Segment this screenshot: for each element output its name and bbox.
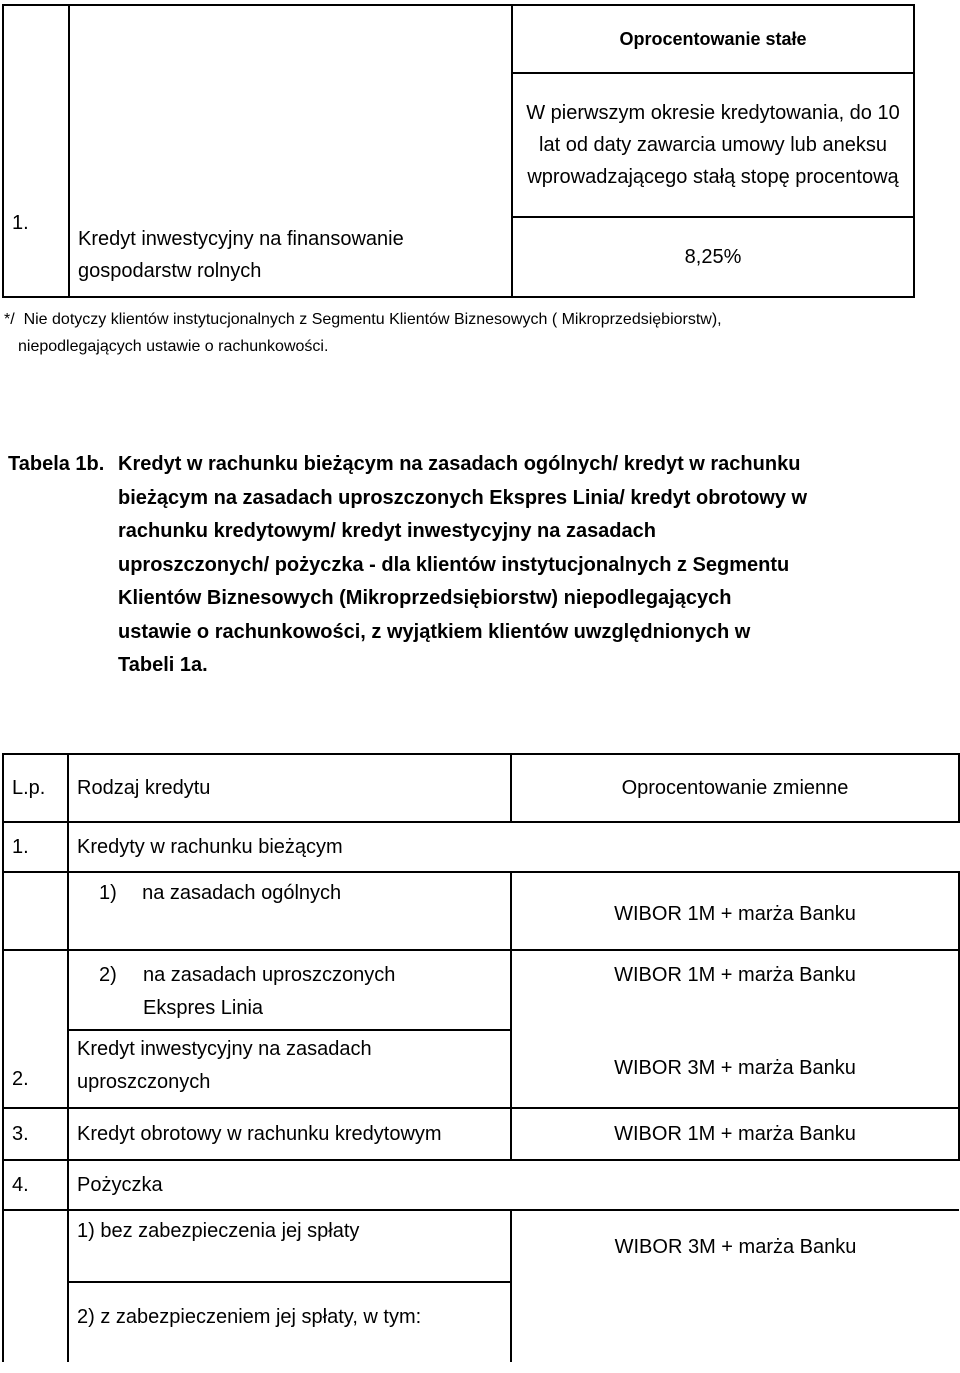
table2-header-lp: L.p. xyxy=(3,754,68,822)
table1-row-name: Kredyt inwestycyjny na finansowanie gospodarstw rolnych xyxy=(78,228,404,282)
footnote-line1: Nie dotyczy klientów instytucjonalnych z Segmentu Klientów Biznesowych ( Mikroprzedsiębiorstw), xyxy=(23,311,722,328)
fixed-rate-table xyxy=(2,4,915,298)
footnote-line2: niepodlegających ustawie o rachunkowości. xyxy=(18,338,329,355)
table1-header-period: W pierwszym okresie kredytowania, do 10 lat od daty zawarcia umowy lub aneksu wprowadzającego stałą stopę procentową xyxy=(526,102,900,188)
table-row xyxy=(3,822,959,872)
table2-row-rate: WIBOR 1M + marża Banku xyxy=(511,950,959,1030)
table2-row-number: 2. xyxy=(3,1030,68,1108)
table-row xyxy=(3,1108,959,1160)
table2-header-rate: Oprocentowanie zmienne xyxy=(511,754,959,822)
table2-header-type: Rodzaj kredytu xyxy=(68,754,511,822)
table2-row-name xyxy=(68,1030,511,1108)
table2-subitem-number: 1) xyxy=(99,882,117,904)
table2-row-rate: WIBOR 1M + marża Banku xyxy=(511,1108,959,1160)
table1-rate-cell xyxy=(512,217,914,297)
footnote-marker: */ xyxy=(4,311,15,328)
table-heading-line1: Kredyt w rachunku bieżącym na zasadach ogólnych/ kredyt w rachunku xyxy=(118,453,801,475)
table1-header-rate-type: Oprocentowanie stałe xyxy=(619,29,807,49)
table-row xyxy=(3,872,959,950)
table2-subitem-cell xyxy=(68,950,511,1030)
table2-header-row xyxy=(3,754,959,822)
table-row xyxy=(3,1160,959,1210)
table2-row-number: 1. xyxy=(3,822,68,872)
table-heading-rest: bieżącym na zasadach uproszczonych Ekspres Linia/ kredyt obrotowy w rachunku kredytowym/ kredyt inwestycyjny na zasadach uproszczonych/ pożyczka - dla klientów instytucjonalnych z Segmentu Klientów Biznesowych (Mikroprzedsiębiorstw) niepodlegających ustawie o rachunkowości, z wyjątkiem klientów uwzględnionych w Tabeli 1a. xyxy=(118,486,808,676)
table2-row-name: 1) bez zabezpieczenia jej spłaty xyxy=(68,1210,511,1282)
table-row xyxy=(3,1030,959,1108)
table2-row-number: 4. xyxy=(3,1160,68,1210)
table2-row-name: Kredyty w rachunku bieżącym xyxy=(68,822,959,872)
table2-row-number xyxy=(3,872,68,950)
table1-header-rate-type-cell xyxy=(512,5,914,73)
table2-row-rate: WIBOR 1M + marża Banku xyxy=(511,872,959,950)
table2-subitem-cell xyxy=(68,872,511,950)
table1-row-number: 1. xyxy=(12,212,29,234)
table1-number-cell xyxy=(3,5,69,297)
table1-header-period-cell xyxy=(512,73,914,217)
table-row xyxy=(3,1210,959,1282)
table2-row-number xyxy=(3,950,68,1030)
table2-row-name: Kredyt obrotowy w rachunku kredytowym xyxy=(68,1108,511,1160)
table2-row-number xyxy=(3,1210,68,1282)
table-heading xyxy=(8,448,908,683)
table2-row-name-text: Kredyt inwestycyjny na zasadach uproszczonych xyxy=(77,1038,372,1093)
table2-row-name: na zasadach ogólnych xyxy=(142,882,342,904)
table2-row-rate: WIBOR 3M + marża Banku xyxy=(511,1030,959,1108)
table2-row-number: 3. xyxy=(3,1108,68,1160)
table2-row-number xyxy=(3,1282,68,1362)
table2-row-name: Pożyczka xyxy=(68,1160,959,1210)
footnote xyxy=(4,306,904,360)
table-heading-label: Tabela 1b. xyxy=(8,453,105,475)
table1-name-cell xyxy=(69,5,512,297)
variable-rate-table xyxy=(2,753,960,1362)
table2-row-name: na zasadach uproszczonych Ekspres Linia xyxy=(143,964,396,1019)
table2-subitem-number: 2) xyxy=(99,964,117,986)
table2-row-rate xyxy=(511,1282,959,1362)
table1-row-rate: 8,25% xyxy=(684,246,742,268)
table2-row-rate: WIBOR 3M + marża Banku xyxy=(511,1210,959,1282)
table-row xyxy=(3,1282,959,1362)
table-row xyxy=(3,950,959,1030)
table2-row-name: 2) z zabezpieczeniem jej spłaty, w tym: xyxy=(68,1282,511,1362)
